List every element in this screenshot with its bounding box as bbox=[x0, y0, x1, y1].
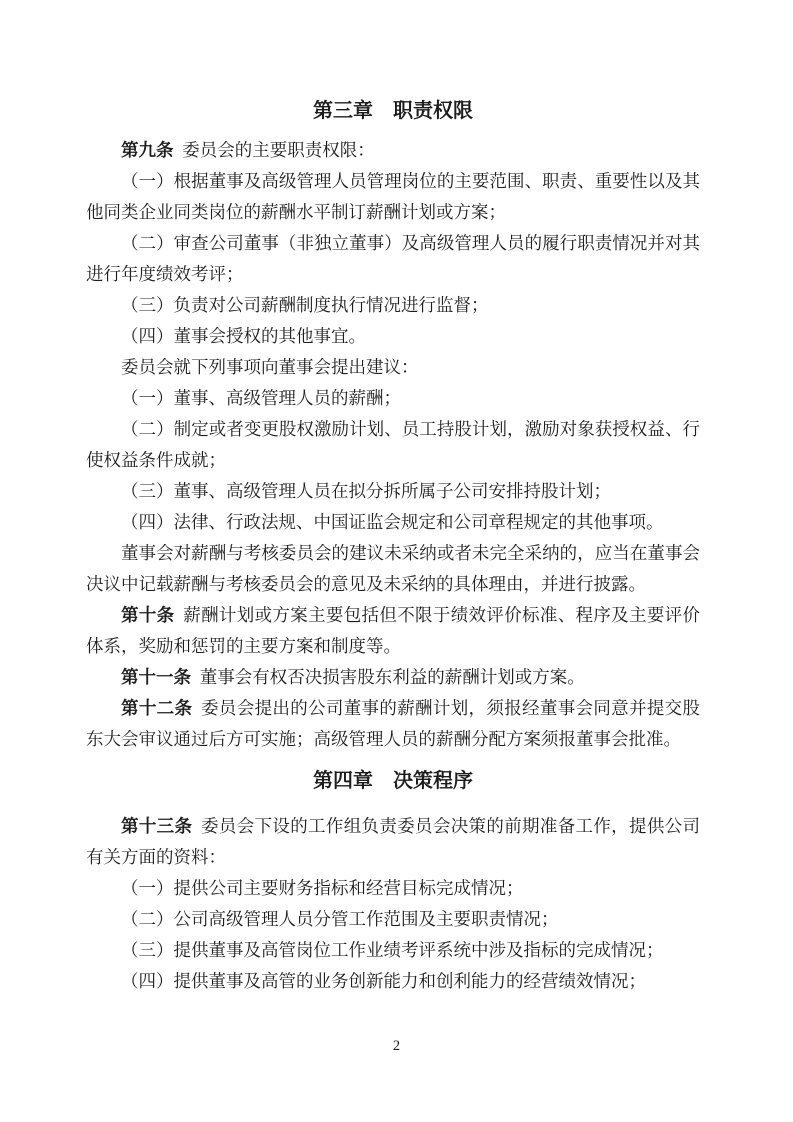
article-9-paragraph bbox=[86, 135, 700, 166]
suggestion-item-2: （二）制定或者变更股权激励计划、员工持股计划，激励对象获授权益、行使权益条件成就； bbox=[86, 419, 700, 470]
chapter-3-heading: 第三章 职责权限 bbox=[313, 100, 473, 122]
article-9-text: 委员会的主要职责权限： bbox=[182, 140, 375, 160]
board-disclosure-paragraph: 董事会对薪酬与考核委员会的建议未采纳或者未完全采纳的，应当在董事会决议中记载薪酬与考核委员会的意见及未采纳的具体理由，并进行披露。 bbox=[86, 543, 700, 594]
page-footer bbox=[0, 1036, 793, 1056]
suggestion-intro-paragraph: 委员会就下列事项向董事会提出建议： bbox=[121, 357, 419, 377]
material-item-1: （一）提供公司主要财务指标和经营目标完成情况； bbox=[121, 878, 524, 898]
article-11-number: 第十一条 bbox=[121, 667, 191, 687]
duty-item-3: （三）负责对公司薪酬制度执行情况进行监督； bbox=[121, 295, 489, 315]
suggestion-item-1: （一）董事、高级管理人员的薪酬； bbox=[121, 388, 401, 408]
material-item-4: （四）提供董事及高管的业务创新能力和创利能力的经营绩效情况； bbox=[121, 971, 646, 991]
suggestion-item-3: （三）董事、高级管理人员在拟分拆所属子公司安排持股计划； bbox=[121, 481, 611, 501]
suggestion-item-4: （四）法律、行政法规、中国证监会规定和公司章程规定的其他事项。 bbox=[121, 512, 664, 532]
duty-item-2: （二）审查公司董事（非独立董事）及高级管理人员的履行职责情况并对其进行年度绩效考评； bbox=[86, 233, 700, 284]
page-number: 2 bbox=[392, 1038, 401, 1054]
article-10-text: 薪酬计划或方案主要包括但不限于绩效评价标准、程序及主要评价体系，奖励和惩罚的主要方案和制度等。 bbox=[86, 605, 701, 656]
article-12-text: 委员会提出的公司董事的薪酬计划，须报经董事会同意并提交股东大会审议通过后方可实施；高级管理人员的薪酬分配方案须报董事会批准。 bbox=[86, 698, 701, 749]
article-10-number: 第十条 bbox=[121, 605, 175, 625]
article-12-number: 第十二条 bbox=[121, 698, 193, 718]
chapter-4-heading: 第四章 决策程序 bbox=[313, 770, 473, 792]
material-item-2: （二）公司高级管理人员分管工作范围及主要职责情况； bbox=[121, 909, 559, 929]
article-11-text: 董事会有权否决损害股东利益的薪酬计划或方案。 bbox=[199, 667, 585, 687]
article-12-paragraph bbox=[86, 693, 700, 755]
article-10-paragraph bbox=[86, 600, 700, 662]
duty-item-1: （一）根据董事及高级管理人员管理岗位的主要范围、职责、重要性以及其他同类企业同类岗位的薪酬水平制订薪酬计划或方案； bbox=[86, 171, 700, 222]
duty-item-4: （四）董事会授权的其他事宜。 bbox=[121, 326, 366, 346]
article-11-paragraph bbox=[86, 662, 700, 693]
document-content bbox=[86, 96, 700, 997]
article-13-number: 第十三条 bbox=[121, 816, 193, 836]
article-13-paragraph bbox=[86, 811, 700, 873]
article-13-text: 委员会下设的工作组负责委员会决策的前期准备工作，提供公司有关方面的资料： bbox=[86, 816, 701, 867]
article-9-number: 第九条 bbox=[121, 140, 174, 160]
material-item-3: （三）提供董事及高管岗位工作业绩考评系统中涉及指标的完成情况； bbox=[121, 940, 664, 960]
